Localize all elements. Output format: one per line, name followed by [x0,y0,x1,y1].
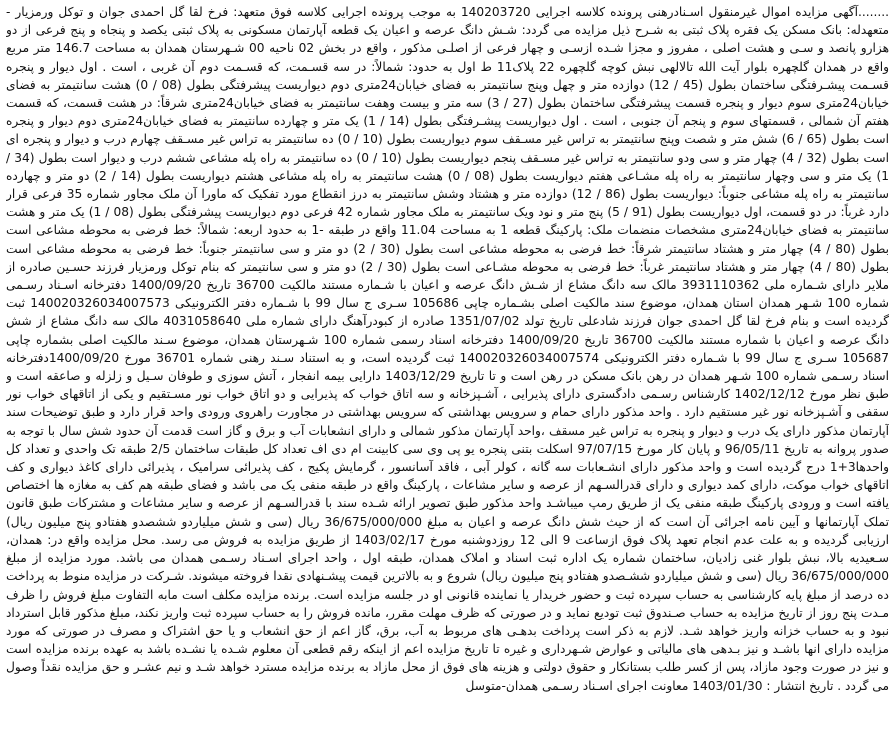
auction-notice [6,3,889,748]
notice-body-text: ........آگهی مزایده اموال غیرمنقول اسـنادرهنی پرونده کلاسه اجرایی 140203720 به موجب پرونده اجرایی کلاسه فوق متعهد: فرخ لقا گل احمدی جوان و توکل ورمزیار - متعهدله: بانک مسکن یک فقره پلاک ثبتی به شـرح ذیل مزایده می گردد: شـش دانگ عرصه و اعیان یک قطعه آپارتمان مسکونی به پلاک ثبتی یکصد و پنجاه و پنج فرعی از دو هزارو پانصد و سـی و هشت اصلی ، مفروز و مجزا شـده ازسـی و چهار فرعی از اصلـی مذکور ، واقع در بخش 02 ناحیه 00 شـهرستان همدان به مساحت 146.7 متر مربع واقع در همدان گلچهره بلوار آیت الله تالالهی نبش کوچه گلچهره 22 پلاک11 ط اول به حدود: شمالاً: در سه قسـمت، که قسـمت دوم آن غربی ، است . اول دیوار و پنجره قسـمت پیشـرفتگی ساختمان بطول (45 / 12) دوازده متر و چهل وپنج سانتیمتر به فضای خیابان24متری دوم دیواریست پیشرفتگی بطول (08 / 0) هشت سانتیمتر به فضای خیابان24متری سوم دیوار و پنجره قسمت پیشرفتگی ساختمان بطول (27 / 3) سه متر و بیست وهفت سانتیمتر به فضای خیابان24متری شرقاً: در هشت قسمت، که قسمت هفتم آن شمالی ، قسمتهای سوم و پنجم آن جنوبی ، است . اول دیواریست پیشـرفتگی بطول (14 / 1) یک متر و چهارده سانتیمتر به فضای خیابان24متری دوم دیوار و پنجره است بطول (65 / 6) شش متر و شصت وپنج سانتیمتر به تراس غیر مسـقف سوم دیواریست بطول (10 / 0) ده سانتیمتر به تراس غیر مسـقف چهارم درب و دیوار و پنجره ای است بطول (32 / 4) چهار متر و سی ودو سانتیمتر به تراس غیر مسـقف پنجم دیواریست بطول (10 / 0) ده سانتیمتر به راه پله مشاعی ششم درب و دیوار است بطول (34 / 1) یک متر و سی وچهار سانتیمتر به راه پله مشـاعی هفتم دیواریست بطول (08 / 0) هشت سانتیمتر به راه پله مشاعی هشتم دیواریست بطول (14 / 2) دو متر و چهارده سانتیمتر به راه پله مشاعی جنوباً: دیواریست بطول (86 / 12) دوازده متر و هشتاد وشش سانتیمتر به درز انقطاع مورد تفکیک که ماورا آن ملک مجاور شماره 35 فرعی قرار دارد غرباً: در دو قسمت، اول دیواریست بطول (91 / 5) پنج متر و نود ویک سانتیمتر به ملک مجاور شماره 42 فرعی دوم دیواریست پیشرفتگی بطول (08 / 1) یک متر و هشت سانتیمتر به فضای خیابان24متری مشخصات منضمات ملک: پارکینگ قطعه 1 به مساحت 11.04 واقع در طبقه -1 به حدود اربعه: شمالاً: خط فرضی به محوطه مشاعی است بطول (80 / 4) چهار متر و هشتاد سانتیمتر شرقاً: خط فرضی به محوطه مشاعی است بطول (30 / 2) دو متر و سی سانتیمتر جنوباً: خط فرضی به محوطه مشاعی است بطول (80 / 4) چهار متر و هشتاد سانتیمتر غرباً: خط فرضی به محوطه مشـاعی است بطول (30 / 2) دو متر و سی سانتیمتر که بنام توکل ورمزیار فرزند حسـین صادره از ملایر دارای شـماره ملی 3931110362 مالک سه دانگ مشاع از شـش دانگ عرصه و اعیان با شـماره مستند مالکیت 36700 تاریخ 1400/09/20 دفترخانه اسـناد رسـمی شماره 100 شـهر همدان استان همدان، موضوع سند مالکیت اصلی بشـماره چاپی 105686 سـری ج سال 99 با شـماره دفتر الکترونیکی 140020326034007573 ثبت گردیده است و بنام فرخ لقا گل احمدی جوان فرزند شادعلی تاریخ تولد 1351/07/02 صادره از کبودرآهنگ دارای شماره ملی 4031058640 مالک سه دانگ مشاع از شش دانگ عرصه و اعیان با شماره مستند مالکیت 36700 تاریخ 1400/09/20 دفترخانه اسناد رسمی شماره 100 شـهرستان همدان، موضوع سـند مالکیت اصلی بشماره چاپی 105687 سـری ج سال 99 با شـماره دفتر الکترونیکی 140020326034007574 ثبت گردیده است، و به استناد سـند رهنی شماره 36701 مورخ 1400/09/20دفترخانه اسناد رسـمی شماره 100 شـهر همدان در رهن بانک مسکن در رهن است و تا تاریخ 1403/12/29 دارایی بیمه انفجار ، آتش سوزی و طوفان سـیل و زلزله و صاعقه است و طبق نظر مورخ 1402/12/12 کارشناس رسـمی دادگستری دارای پذیرایی ، آشـپزخانه و سه اتاق خواب که پذیرایی و دو اتاق خواب نور مسـتقیم و یکی از اتاقهای خواب نور سقفی و آشـپزخانه نور غیر مستقیم دارد . واحد مذکور دارای حمام و سرویس بهداشتی که سرویس بهداشتی در مجاورت راهروی ورودی واحد قرار دارد و طبق توضیحات سند آپارتمان مذکور دارای یک درب و دیوار و پنجره به تراس غیر مسقف ،واحد آپارتمان مذکور شمالی و دارای انشعابات آب و برق و گاز است قدمت آن حدود شش سال با توجه به صدور پروانه به تاریخ 96/05/11 و پایان کار مورخ 97/07/15 اسکلت بتنی پنجره یو پی وی سی کابینت ام دی اف تعداد کل طبقات ساختمان 2/5 طبقه تک واحدی و تعداد کل واحدها3+1 درج گردیده است و واحد مذکور دارای انشـعابات سه گانه ، کولر آبی ، فاقد آسانسور ، گرمایش پکیج ، کف پذیرائی سرامیک ، پذیرائی دارای کاغذ دیواری و کف اتاقهای خواب موکت، دارای کمد دیواری و دارای قدرالسـهم از عرصه و سایر مشاعات ، پارکینگ واقع در طبقه منفی یک می باشد و فضای طبقه هم کف به مغازه ها اختصاص یافته است و ورودی پارکینگ طبقه منفی یک از طریق رمپ میباشـد واحد مذکور طبق تصویر ارائه شـده سند با قدرالسـهم از عرصه و سایر مشاعات و مشترکات طبق قانون تملک آپارتمانها و آیین نامه اجرائی آن است که از حیث شش دانگ عرصه و اعیان به مبلغ 36/675/000/000 ریال (سی و شش میلیاردو ششصدو هفتادو پنج میلیون ریال) ارزیابی گردیده و به علت عدم انجام تعهد پلاک فوق ازساعت 9 الی 12 روزدوشنبه مورخ 1403/02/17 از طریق مزایده به فروش می رسد. محل مزایده واقع در: همدان، سـعیدیه بالا، نبش بلوار غنی زادیان، ساختمان شماره یک اداره ثبت اسناد و املاک همدان، طبقه اول ، واحد اجرای اسـناد رسـمی همدان می باشد. مورد مزایده از مبلغ 36/675/000/000 ریال (سی و شش میلیاردو ششـصدو هفتادو پنج میلیون ریال) شروع و به بالاترین قیمت پیشـنهادی نقدا فروخته میشوند. شـرکت در مزایده منوط به پرداخت ده درصد از مبلغ پایه کارشناسی به حساب سپرده ثبت و حضور خریدار یا نماینده قانونی او در جلسه مزایده است. برنده مزایده مکلف است مابه التفاوت مبلغ فروش را ظرف مـدت پنج روز از تاریخ مزایده به حساب صـندوق ثبت تودیع نماید و در صورتی که ظرف مهلت مقرر، مانده فروش را به حساب سپرده ثبت واریز نکند، مبلغ مذکور قابل استرداد نبود و به حساب خزانه واریز خواهد شـد. لازم به ذکر است پرداخت بدهـی های مربوط به آب، برق، گاز اعم از حق انشعاب و یا حق اشتراک و مصرف در صورتی که مورد مزایده دارای انها باشـد و نیز بـدهی های مالیاتی و عوارض شـهرداری و غیره تا تاریخ مزایده اعم از اینکه رقم قطعی آن معلوم شـده یا نشـده باشد به عهده برنده مزایده است و نیز در صورت وجود مازاد، پس از کسر طلب بستانکار و حقوق دولتی و هزینه های فوق از محل مازاد به برنده مزایده مسترد خواهد شـد و نیم عشـر و حق مزایده نقداً وصول می گردد . تاریخ انتشار : 1403/01/30 معاونت اجرای اسـناد رسـمی همدان-متوسل [6,5,889,693]
